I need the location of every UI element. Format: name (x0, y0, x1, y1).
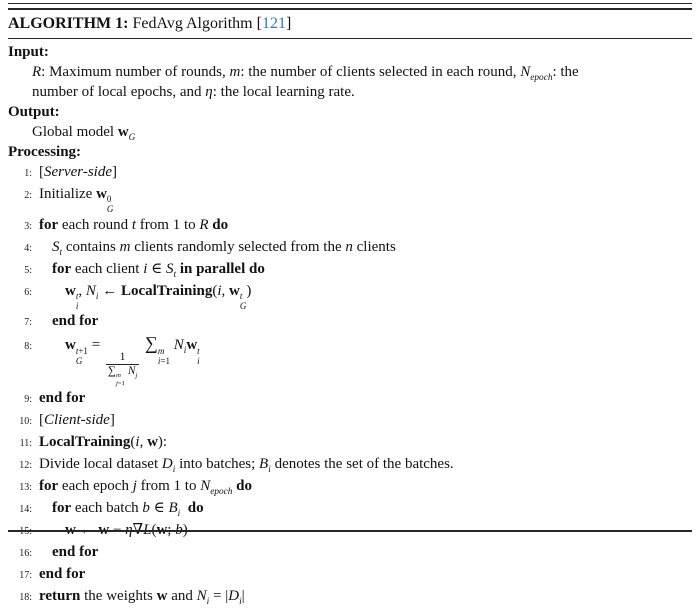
algorithm-step (8, 333, 692, 387)
step-number: 13: (19, 481, 32, 493)
step-number: 8: (24, 341, 32, 353)
step-number: 2: (24, 190, 32, 201)
algorithm-steps (8, 162, 692, 608)
algorithm-step (8, 259, 692, 281)
step-number: 9: (24, 393, 32, 405)
algorithm-step (8, 586, 692, 608)
step-content: for each epoch j from 1 to $N_{epoch}$ do (39, 477, 253, 497)
step-number: 14: (19, 503, 32, 515)
step-number: 11: (19, 437, 32, 449)
step-number: 12: (19, 459, 32, 471)
output-heading: Output: (8, 104, 60, 120)
step-content: [Client-side] (39, 411, 115, 428)
step-number: 17: (19, 569, 32, 581)
step-number: 16: (19, 547, 32, 559)
step-content: for each batch b ∈ $B_i$ do (52, 499, 204, 519)
step-content: end for (39, 565, 86, 582)
step-number: 4: (24, 242, 32, 254)
step-content: [Server-side] (39, 164, 118, 180)
algorithm-step (8, 564, 692, 586)
algorithm-step (8, 432, 692, 454)
step-content: LocalTraining(i, w): (39, 433, 168, 450)
step-content: w t+1 G = 1 ∑ m j=1 $N_j$ ∑ m i=1 $N_iw$ t i (65, 333, 200, 387)
processing-heading: Processing: (8, 144, 82, 160)
output-description: Global model $w_G$ (32, 124, 136, 143)
algorithm-step (8, 410, 692, 432)
step-content: end for (52, 543, 99, 560)
step-content: end for (39, 389, 86, 406)
citation-link[interactable]: 121 (261, 15, 286, 32)
algorithm-step (8, 215, 692, 237)
step-content: Divide local dataset $D_i$ into batches; $B_i$ denotes the set of the batches. (39, 455, 454, 475)
step-number: 3: (24, 220, 32, 232)
algorithm-label: ALGORITHM 1: (8, 15, 129, 32)
step-content: for each round t from 1 to R do (39, 216, 229, 233)
top-rule-outer (8, 3, 692, 4)
step-number: 6: (24, 286, 32, 298)
algorithm-step (8, 237, 692, 259)
step-content: w ← w − η∇L(w; b) (65, 521, 188, 538)
algorithm-step (8, 388, 692, 410)
step-content: w t i , $N_i$ ← LocalTraining(i, w t G ) (65, 282, 252, 312)
citation-bracket-open: [ (256, 15, 262, 32)
input-description: R: Maximum number of rounds, m: the number of clients selected in each round, $N_{epoch}$: the number of local epochs, and η: the local learning rate. (32, 64, 579, 100)
algorithm-title (8, 10, 692, 39)
step-number: 5: (24, 264, 32, 276)
step-content: $S_t$ contains m clients randomly selected from the n clients (52, 238, 396, 258)
step-number: 10: (19, 415, 32, 427)
algorithm-step (8, 454, 692, 476)
step-content: for each client i ∈ $S_t$ in parallel do (52, 260, 265, 280)
algorithm-step (8, 162, 692, 184)
citation-bracket-close: ] (285, 15, 292, 32)
step-content: Initialize w 0 G (39, 186, 114, 215)
algorithm-step (8, 476, 692, 498)
algorithm-step (8, 311, 692, 333)
step-number: 7: (24, 317, 32, 329)
step-content: return the weights w and $N_i = |D_i|$ (39, 587, 245, 607)
algorithm-step (8, 542, 692, 564)
bottom-rule (8, 530, 692, 532)
step-number: 15: (19, 525, 32, 537)
input-heading: Input: (8, 44, 49, 60)
algorithm-step (8, 184, 692, 215)
step-number: 18: (19, 591, 32, 603)
algorithm-name: FedAvg Algorithm (128, 15, 257, 32)
step-content: end for (52, 313, 99, 330)
algorithm-step (8, 498, 692, 520)
algorithm-box (0, 3, 700, 607)
step-number: 1: (24, 168, 32, 179)
algorithm-step (8, 281, 692, 312)
